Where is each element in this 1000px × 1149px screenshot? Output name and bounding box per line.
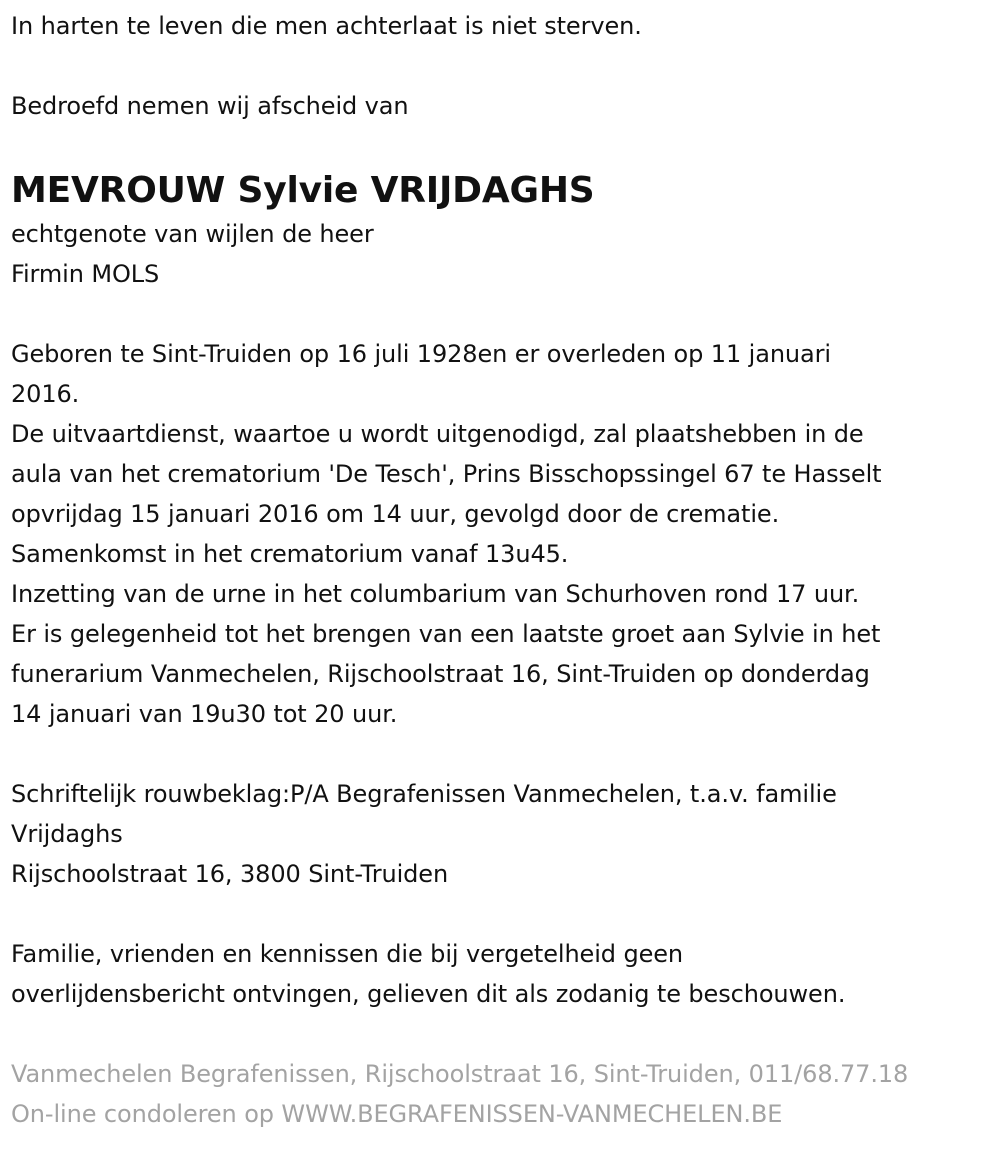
funeral-home-footer: Vanmechelen Begrafenissen, Rijschoolstraat 16, Sint-Truiden, 011/68.77.18 [11, 1060, 909, 1088]
deceased-surname: VRIJDAGHS [370, 170, 595, 211]
relation-text: echtgenote van wijlen de heer [11, 220, 374, 248]
online-condolence-link[interactable]: On-line condoleren op WWW.BEGRAFENISSEN-VANMECHELEN.BE [11, 1100, 783, 1128]
obituary-content [11, 6, 991, 1134]
condolence-address-line: Rijschoolstraat 16, 3800 Sint-Truiden [11, 860, 449, 888]
birth-death-line: Geboren te Sint-Truiden op 16 juli 1928en er overleden op 11 januari [11, 340, 831, 368]
spacer [11, 126, 991, 166]
deceased-title: MEVROUW [11, 170, 226, 211]
spacer [11, 294, 991, 334]
announcement-text: Bedroefd nemen wij afscheid van [11, 92, 409, 120]
visit-line: funerarium Vanmechelen, Rijschoolstraat 16, Sint-Truiden op donderdag [11, 660, 870, 688]
spacer [11, 46, 991, 86]
service-line: De uitvaartdienst, waartoe u wordt uitgenodigd, zal plaatshebben in de [11, 420, 864, 448]
service-line: opvrijdag 15 januari 2016 om 14 uur, gevolgd door de crematie. [11, 500, 780, 528]
spouse-name: Firmin MOLS [11, 260, 160, 288]
visit-line: Er is gelegenheid tot het brengen van een laatste groet aan Sylvie in het [11, 620, 881, 648]
urn-text: Inzetting van de urne in het columbarium van Schurhoven rond 17 uur. [11, 580, 860, 608]
service-line: aula van het crematorium 'De Tesch', Prins Bisschopssingel 67 te Hasselt [11, 460, 882, 488]
spacer [11, 894, 991, 934]
birth-death-line: 2016. [11, 380, 80, 408]
gathering-text: Samenkomst in het crematorium vanaf 13u45. [11, 540, 569, 568]
deceased-name [11, 167, 991, 215]
condolence-address-line: Vrijdaghs [11, 820, 123, 848]
notice-line: Familie, vrienden en kennissen die bij vergetelheid geen [11, 940, 684, 968]
notice-line: overlijdensbericht ontvingen, gelieven dit als zodanig te beschouwen. [11, 980, 846, 1008]
spacer [11, 734, 991, 774]
spacer [11, 1014, 991, 1054]
deceased-first-name: Sylvie [237, 170, 359, 211]
condolence-address-line: Schriftelijk rouwbeklag:P/A Begrafenissen Vanmechelen, t.a.v. familie [11, 780, 837, 808]
visit-line: 14 januari van 19u30 tot 20 uur. [11, 700, 398, 728]
opening-quote: In harten te leven die men achterlaat is niet sterven. [11, 12, 642, 40]
